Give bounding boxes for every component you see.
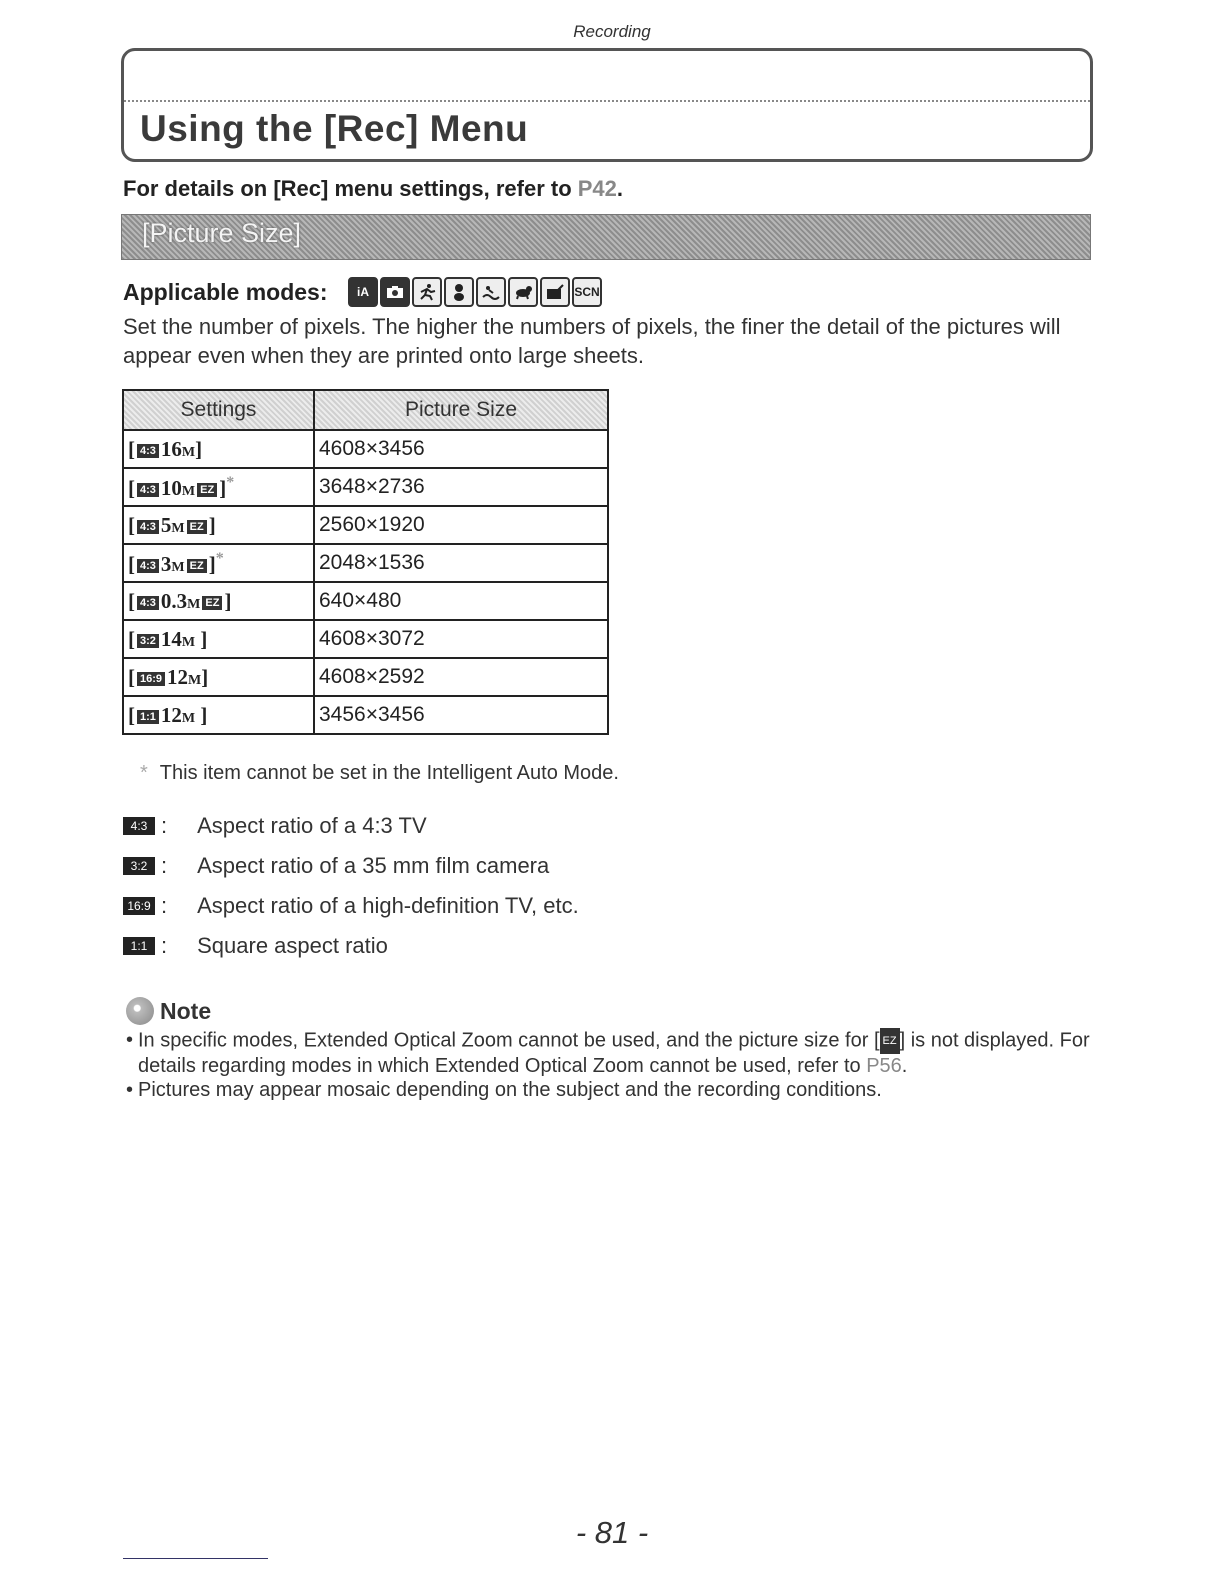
setting-cell: [ 4:3 16M] [123,430,314,468]
setting-cell: [ 4:3 5M EZ ] [123,506,314,544]
setting-cell: [ 4:3 3M EZ ]* [123,544,314,582]
note-text-end: . [901,1055,908,1077]
clipboard-mode-icon [540,277,570,307]
size-suffix: M [181,483,196,499]
note-icon [126,997,154,1025]
picture-size-cell: 3648×2736 [314,468,608,506]
note-page-link[interactable]: P56 [866,1055,902,1077]
ratio-colon: : [161,893,168,918]
ratio-colon: : [161,813,168,838]
note-item: • Pictures may appear mosaic depending on the subject and the recording conditions. [126,1078,1091,1102]
ratio-description: Aspect ratio of a high-definition TV, etc. [197,893,579,918]
picture-size-cell: 4608×3072 [314,620,608,658]
note-heading [126,997,211,1025]
table-row [123,696,608,734]
aspect-16-9-icon: 16:9 [123,897,155,915]
extended-zoom-icon: EZ [202,596,222,610]
aspect-4-3-icon: 4:3 [123,817,155,835]
aspect-ratio-icon: 4:3 [137,483,159,497]
size-value: 16 [160,436,182,461]
extended-zoom-icon: EZ [880,1028,900,1054]
note-item [126,1028,1091,1078]
title-divider [124,100,1090,102]
size-value: 10 [160,475,182,500]
ratio-legend-item [123,813,427,839]
footnote-mark: * [215,549,224,567]
table-row [123,658,608,696]
picture-size-column-header: Picture Size [314,390,608,430]
picture-size-cell: 640×480 [314,582,608,620]
footnote-mark: * [226,473,235,491]
normal-picture-mode-icon [380,277,410,307]
note-list [126,1028,1091,1102]
aspect-ratio-icon: 4:3 [137,559,159,573]
size-value: 0.3 [160,588,188,613]
size-suffix: M [171,559,185,575]
size-value: 3 [160,551,172,576]
extended-zoom-icon: EZ [187,520,207,534]
table-row [123,468,608,506]
size-suffix: M [171,520,185,536]
setting-cell: [ 4:3 10M EZ ]* [123,468,314,506]
setting-cell: [ 3:2 14M ] [123,620,314,658]
intro-paragraph: Set the number of pixels. The higher the numbers of pixels, the finer the detail of the pictures will appear even when they are printed onto large sheets. [123,314,1061,368]
ratio-colon: : [161,933,168,958]
ratio-legend-item [123,933,388,959]
picture-size-cell: 3456×3456 [314,696,608,734]
table-row [123,430,608,468]
footnote-text: This item cannot be set in the Intelligent Auto Mode. [159,762,619,784]
section-title: [Picture Size] [142,218,302,248]
extended-zoom-icon: EZ [187,559,207,573]
ratio-legend-item [123,853,549,879]
note-text: In specific modes, Extended Optical Zoom cannot be used, and the picture size for [ [138,1029,880,1052]
footer-rule [123,1558,268,1559]
details-text: For details on [Rec] menu settings, refer to [123,176,578,201]
aspect-ratio-icon: 3:2 [137,634,159,648]
size-suffix: M [181,710,196,726]
size-suffix: M [181,444,196,460]
size-suffix: M [181,634,196,650]
note-text: ] is not displayed. For details regarding modes in which Extended Optical Zoom cannot be used, refer to [138,1029,1090,1077]
ratio-description: Aspect ratio of a 35 mm film camera [197,853,550,878]
details-end: . [616,176,624,201]
size-suffix: M [187,596,201,612]
aspect-1-1-icon: 1:1 [123,937,155,955]
intelligent-auto-mode-icon: iA [348,277,378,307]
size-value: 12 [167,664,189,689]
setting-cell: [ 16:9 12M] [123,658,314,696]
footnote-star: * [140,762,148,784]
size-value: 12 [160,702,182,727]
table-row [123,582,608,620]
size-value: 14 [160,626,182,651]
settings-column-header: Settings [123,390,314,430]
aspect-ratio-icon: 16:9 [137,672,165,686]
table-header-row [123,390,608,430]
picture-size-table [122,389,609,735]
aspect-ratio-icon: 1:1 [137,710,159,724]
beach-mode-icon [476,277,506,307]
scene-mode-icon: SCN [572,277,602,307]
size-value: 5 [160,512,172,537]
ratio-description: Square aspect ratio [197,933,388,958]
table-row [123,506,608,544]
note-title: Note [160,997,212,1024]
footnote [140,762,619,785]
picture-size-cell: 4608×2592 [314,658,608,696]
aspect-ratio-icon: 4:3 [137,444,159,458]
page-title: Using the [Rec] Menu [140,108,529,149]
running-head: Recording [573,22,651,41]
ratio-colon: : [161,853,168,878]
baby-mode-icon [444,277,474,307]
extended-zoom-icon: EZ [197,483,217,497]
picture-size-cell: 4608×3456 [314,430,608,468]
sports-mode-icon [412,277,442,307]
table-row [123,544,608,582]
details-page-link[interactable]: P42 [577,176,617,201]
applicable-modes-label: Applicable modes: [123,279,328,305]
aspect-3-2-icon: 3:2 [123,857,155,875]
setting-cell: [ 4:3 0.3M EZ ] [123,582,314,620]
ratio-legend-item [123,893,579,919]
details-reference [123,176,623,202]
aspect-ratio-icon: 4:3 [137,520,159,534]
aspect-ratio-icon: 4:3 [137,596,159,610]
ratio-description: Aspect ratio of a 4:3 TV [197,813,427,838]
pet-mode-icon [508,277,538,307]
table-row [123,620,608,658]
picture-size-cell: 2560×1920 [314,506,608,544]
setting-cell: [ 1:1 12M ] [123,696,314,734]
picture-size-cell: 2048×1536 [314,544,608,582]
size-suffix: M [188,672,202,688]
applicable-modes-icons [348,277,602,307]
page-number: - 81 - [575,1515,649,1550]
